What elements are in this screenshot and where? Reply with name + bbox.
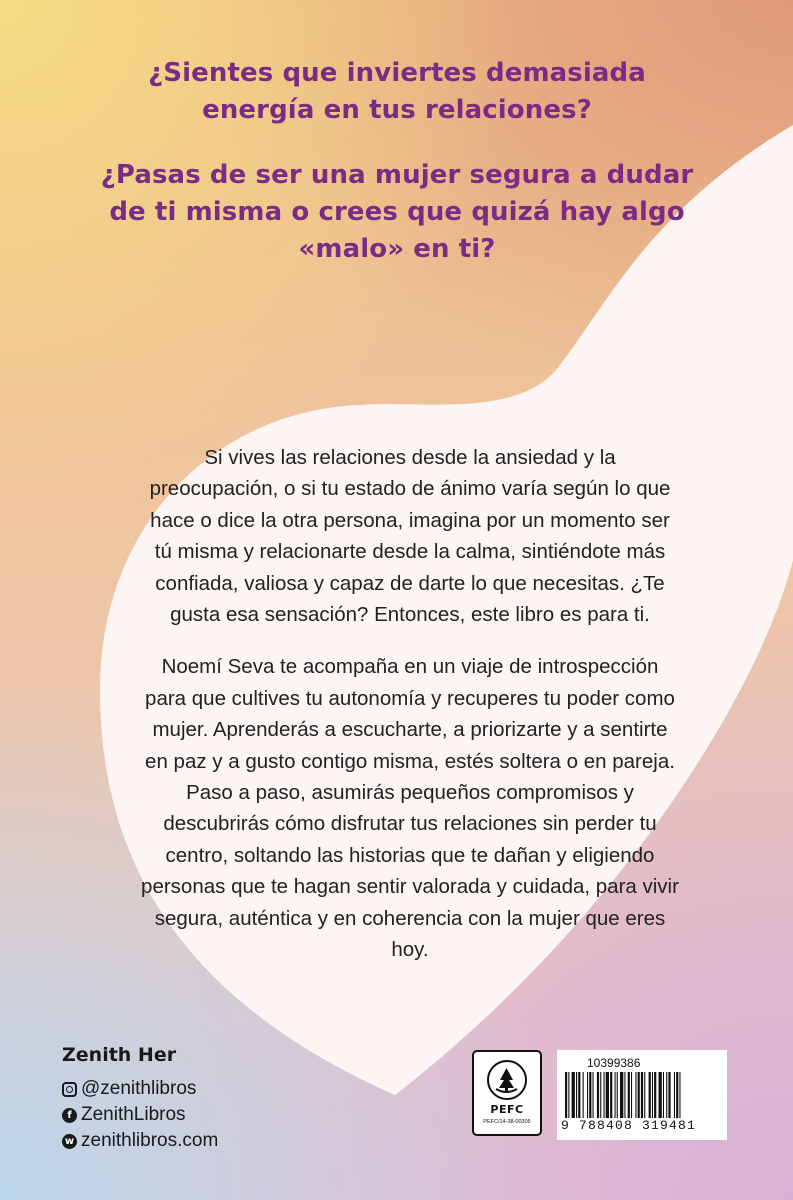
tree-icon bbox=[487, 1060, 527, 1100]
barcode-bar bbox=[644, 1072, 645, 1118]
pefc-code: PEFC/14-38-00305 bbox=[483, 1119, 531, 1125]
barcode-bar bbox=[572, 1072, 575, 1118]
facebook-row bbox=[62, 1102, 218, 1128]
barcode-bar bbox=[565, 1072, 567, 1118]
barcode-bar bbox=[659, 1072, 662, 1118]
barcode-bars bbox=[563, 1072, 721, 1118]
barcode-bar bbox=[663, 1072, 664, 1118]
barcode-bar bbox=[624, 1072, 625, 1118]
barcode-bar bbox=[666, 1072, 667, 1118]
facebook-icon: f bbox=[62, 1108, 77, 1123]
barcode-bar bbox=[617, 1072, 618, 1118]
pefc-certification-badge bbox=[472, 1050, 542, 1136]
isbn-digits: 9 788408 319481 bbox=[561, 1118, 697, 1133]
barcode-bar bbox=[679, 1072, 680, 1118]
barcode-bar bbox=[676, 1072, 678, 1118]
facebook-handle: ZenithLibros bbox=[81, 1104, 186, 1125]
barcode-bar bbox=[593, 1072, 594, 1118]
barcode-bar bbox=[615, 1072, 616, 1118]
barcode-bar bbox=[649, 1072, 651, 1118]
question-2: ¿Pasas de ser una mujer segura a dudar de ti misma o crees que quizá hay algo «malo» en ti? bbox=[100, 160, 694, 264]
barcode-bar bbox=[604, 1072, 605, 1118]
barcode-bar bbox=[641, 1072, 643, 1118]
imprint-name: Zenith Her bbox=[62, 1044, 177, 1066]
barcode-bar bbox=[652, 1072, 653, 1118]
barcode-bar bbox=[610, 1072, 612, 1118]
barcode-bar bbox=[668, 1072, 670, 1118]
barcode-bar bbox=[576, 1072, 577, 1118]
barcode-bar bbox=[606, 1072, 609, 1118]
barcode-bar bbox=[587, 1072, 588, 1118]
pefc-label: PEFC bbox=[490, 1103, 524, 1116]
barcode-bar bbox=[589, 1072, 591, 1118]
isbn-barcode bbox=[557, 1050, 727, 1140]
barcode-bar bbox=[674, 1072, 675, 1118]
barcode-bar bbox=[568, 1072, 569, 1118]
instagram-icon bbox=[62, 1082, 77, 1097]
barcode-bar bbox=[583, 1072, 584, 1118]
barcode-bar bbox=[654, 1072, 656, 1118]
internal-code: 10399386 bbox=[587, 1056, 641, 1070]
barcode-bar bbox=[628, 1072, 630, 1118]
barcode-bar bbox=[620, 1072, 623, 1118]
web-icon: w bbox=[62, 1134, 77, 1149]
website-url: zenithlibros.com bbox=[81, 1130, 219, 1151]
publisher-imprint bbox=[62, 1044, 218, 1154]
book-description bbox=[140, 442, 680, 987]
description-paragraph-1: Si vives las relaciones desde la ansiedad y la preocupación, o si tu estado de ánimo varía según lo que hace o dice la otra persona, imagina por un momento ser tú misma y relacionarte desde la calma, sintiéndote más confiada, valiosa y capaz de darte lo que necesitas. ¿Te gusta esa sensación? Entonces, este libro es para ti. bbox=[149, 446, 671, 627]
back-cover-questions bbox=[100, 55, 694, 296]
description-paragraph-2: Noemí Seva te acompaña en un viaje de introspección para que cultives tu autonomía y recuperes tu poder como mujer. Aprenderás a escucharte, a priorizarte y a sentirte en paz y a gusto contigo misma, estés soltera o en pareja. Paso a paso, asumirás pequeños compromisos y descubrirás cómo disfrutar tus relaciones sin perder tu centro, soltando las historias que te dañan y eligiendo personas que te hagan sentir valorada y cuidada, para vivir segura, auténtica y en coherencia con la mujer que eres hoy. bbox=[141, 655, 679, 962]
instagram-row bbox=[62, 1076, 218, 1102]
barcode-bar bbox=[578, 1072, 580, 1118]
barcode-bar bbox=[631, 1072, 632, 1118]
barcode-bar bbox=[635, 1072, 636, 1118]
instagram-handle: @zenithlibros bbox=[81, 1078, 197, 1099]
barcode-bar bbox=[638, 1072, 640, 1118]
website-row bbox=[62, 1128, 218, 1154]
barcode-bar bbox=[597, 1072, 599, 1118]
barcode-bar bbox=[600, 1072, 601, 1118]
question-1: ¿Sientes que inviertes demasiada energía en tus relaciones? bbox=[148, 58, 646, 125]
